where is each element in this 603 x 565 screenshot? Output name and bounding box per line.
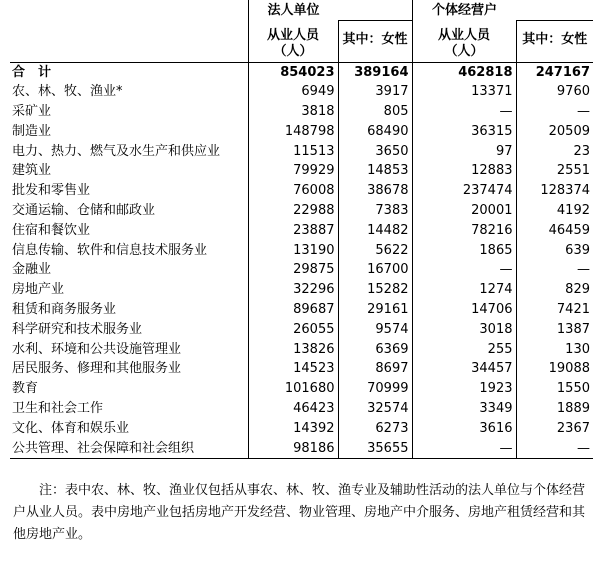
table-row <box>10 102 593 122</box>
table-row <box>10 359 593 379</box>
legal-unit-female-cell: 68490 <box>338 122 412 142</box>
legal-unit-female-cell: 9574 <box>338 320 412 340</box>
row-name-cell: 建筑业 <box>12 163 52 179</box>
legal-unit-female-cell: 14482 <box>338 221 412 241</box>
employment-table <box>10 0 593 459</box>
individual-total-cell: 1923 <box>412 379 516 399</box>
legal-unit-total-header <box>248 20 338 62</box>
legal-unit-total-cell: 148798 <box>248 122 338 142</box>
row-name-cell: 制造业 <box>12 123 52 139</box>
individual-female-cell: 1550 <box>516 379 593 399</box>
individual-total-cell: 237474 <box>412 181 516 201</box>
legal-unit-female-cell: 29161 <box>338 300 412 320</box>
individual-total-header <box>412 20 516 62</box>
individual-female-cell: 1889 <box>516 399 593 419</box>
legal-unit-total-cell: 76008 <box>248 181 338 201</box>
individual-total-cell: 1274 <box>412 280 516 300</box>
individual-female-cell: 20509 <box>516 122 593 142</box>
table-row <box>10 221 593 241</box>
row-name-cell: 公共管理、社会保障和社会组织 <box>10 439 248 459</box>
legal-unit-total-cell: 3818 <box>248 102 338 122</box>
legal-unit-header <box>248 0 412 20</box>
legal-unit-header-line1: 法人单位 <box>267 2 320 18</box>
individual-total-cell: 3018 <box>412 320 516 340</box>
table-row <box>10 201 593 221</box>
individual-female-cell: 2551 <box>516 161 593 181</box>
row-name-cell: 住宿和餐饮业 <box>12 222 91 238</box>
individual-female-cell: 128374 <box>516 181 593 201</box>
legal-unit-female-cell: 16700 <box>338 260 412 280</box>
row-name-cell: 交通运输、仓储和邮政业 <box>12 203 156 219</box>
legal-unit-female-cell: 8697 <box>338 359 412 379</box>
row-name-cell: 教育 <box>12 381 39 397</box>
row-name-cell: 居民服务、修理和其他服务业 <box>12 361 182 377</box>
legal-unit-total-cell: 101680 <box>248 379 338 399</box>
individual-female-cell: 1387 <box>516 320 593 340</box>
table-row <box>10 241 593 261</box>
legal-unit-female-cell: 38678 <box>338 181 412 201</box>
row-name-cell: 农、林、牧、渔业* <box>12 84 123 100</box>
row-name-cell: 科学研究和技术服务业 <box>12 321 143 337</box>
legal-unit-total-cell: 13826 <box>248 340 338 360</box>
individual-total-cell: 255 <box>412 340 516 360</box>
legal-unit-female-cell: 6273 <box>338 419 412 439</box>
individual-total-cell: — <box>412 260 516 280</box>
individual-header <box>412 0 593 20</box>
legal-unit-total-cell: 29875 <box>248 260 338 280</box>
table-row <box>10 399 593 419</box>
legal-unit-female-cell: 389164 <box>338 62 412 82</box>
table-row <box>10 260 593 280</box>
table-row <box>10 340 593 360</box>
legal-unit-total-cell: 79929 <box>248 161 338 181</box>
row-name-cell: 水利、环境和公共设施管理业 <box>12 341 182 357</box>
table-row <box>10 439 593 459</box>
individual-total-cell: — <box>412 439 516 459</box>
individual-female-cell: 46459 <box>516 221 593 241</box>
individual-total-cell: 3349 <box>412 399 516 419</box>
row-name-cell: 租赁和商务服务业 <box>12 302 117 318</box>
table-row <box>10 379 593 399</box>
legal-unit-female-cell: 70999 <box>338 379 412 399</box>
legal-unit-female-cell: 14853 <box>338 161 412 181</box>
row-name-cell: 卫生和社会工作 <box>12 401 104 417</box>
table-row <box>10 142 593 162</box>
item-header <box>10 0 248 62</box>
row-name-cell: 批发和零售业 <box>12 183 91 199</box>
individual-header-line2: 从业人员 <box>437 27 490 43</box>
legal-unit-female-header: 其中：女性 <box>338 20 412 62</box>
individual-female-cell: 639 <box>516 241 593 261</box>
legal-unit-female-cell: 3650 <box>338 142 412 162</box>
legal-unit-female-cell: 5622 <box>338 241 412 261</box>
individual-female-cell: — <box>516 260 593 280</box>
legal-unit-total-cell: 26055 <box>248 320 338 340</box>
individual-female-cell: 7421 <box>516 300 593 320</box>
legal-unit-female-cell: 805 <box>338 102 412 122</box>
individual-female-cell: 4192 <box>516 201 593 221</box>
individual-total-cell: 14706 <box>412 300 516 320</box>
legal-unit-total-cell: 14392 <box>248 419 338 439</box>
table-body <box>10 62 593 459</box>
individual-total-cell: 36315 <box>412 122 516 142</box>
legal-unit-total-cell: 854023 <box>248 62 338 82</box>
legal-unit-header-line3: （人） <box>273 43 313 59</box>
individual-female-cell: 23 <box>516 142 593 162</box>
individual-header-line3: （人） <box>444 43 484 59</box>
legal-unit-total-cell: 98186 <box>248 439 338 459</box>
legal-unit-female-cell: 32574 <box>338 399 412 419</box>
legal-unit-female-cell: 35655 <box>338 439 412 459</box>
individual-total-cell: 12883 <box>412 161 516 181</box>
individual-female-cell: 9760 <box>516 82 593 102</box>
row-name-cell: 文化、体育和娱乐业 <box>12 420 130 436</box>
individual-female-cell: 247167 <box>516 62 593 82</box>
legal-unit-total-cell: 14523 <box>248 359 338 379</box>
individual-female-header: 其中：女性 <box>516 20 593 62</box>
legal-unit-total-cell: 6949 <box>248 82 338 102</box>
legal-unit-female-cell: 15282 <box>338 280 412 300</box>
table-row <box>10 161 593 181</box>
individual-header-line1: 个体经营户 <box>431 2 497 18</box>
table-row <box>10 300 593 320</box>
individual-total-cell: 3616 <box>412 419 516 439</box>
table-row <box>10 280 593 300</box>
legal-unit-total-cell: 11513 <box>248 142 338 162</box>
individual-total-cell: 34457 <box>412 359 516 379</box>
row-name-cell: 金融业 <box>12 262 52 278</box>
row-name-cell: 信息传输、软件和信息技术服务业 <box>12 242 208 258</box>
legal-unit-total-cell: 23887 <box>248 221 338 241</box>
individual-female-cell: 829 <box>516 280 593 300</box>
legal-unit-total-cell: 22988 <box>248 201 338 221</box>
legal-unit-female-cell: 3917 <box>338 82 412 102</box>
footnote: 注：表中农、林、牧、渔业仅包括从事农、林、牧、渔专业及辅助性活动的法人单位与个体经营户从业人员。表中房地产业包括房地产开发经营、物业管理、房地产中介服务、房地产租赁经营和其他房地产业。 <box>13 483 586 542</box>
table-row <box>10 320 593 340</box>
individual-female-cell: 2367 <box>516 419 593 439</box>
legal-unit-total-cell: 32296 <box>248 280 338 300</box>
legal-unit-total-cell: 46423 <box>248 399 338 419</box>
individual-female-cell: 19088 <box>516 359 593 379</box>
table-row <box>10 181 593 201</box>
table-row <box>10 419 593 439</box>
individual-total-cell: 78216 <box>412 221 516 241</box>
table-row <box>10 122 593 142</box>
row-name-cell: 房地产业 <box>12 282 65 298</box>
individual-total-cell: — <box>412 102 516 122</box>
legal-unit-total-cell: 13190 <box>248 241 338 261</box>
individual-female-cell: — <box>516 102 593 122</box>
row-name-cell: 电力、热力、燃气及水生产和供应业 <box>12 143 221 159</box>
individual-total-cell: 1865 <box>412 241 516 261</box>
individual-total-cell: 13371 <box>412 82 516 102</box>
legal-unit-female-cell: 7383 <box>338 201 412 221</box>
row-name-cell: 采矿业 <box>12 104 52 120</box>
individual-total-cell: 462818 <box>412 62 516 82</box>
individual-female-cell: — <box>516 439 593 459</box>
table-row <box>10 82 593 102</box>
legal-unit-header-line2: 从业人员 <box>266 27 319 43</box>
table-row <box>10 62 593 82</box>
individual-total-cell: 20001 <box>412 201 516 221</box>
individual-total-cell: 97 <box>412 142 516 162</box>
individual-female-cell: 130 <box>516 340 593 360</box>
row-name-cell: 合 计 <box>12 64 52 80</box>
legal-unit-female-cell: 6369 <box>338 340 412 360</box>
legal-unit-total-cell: 89687 <box>248 300 338 320</box>
